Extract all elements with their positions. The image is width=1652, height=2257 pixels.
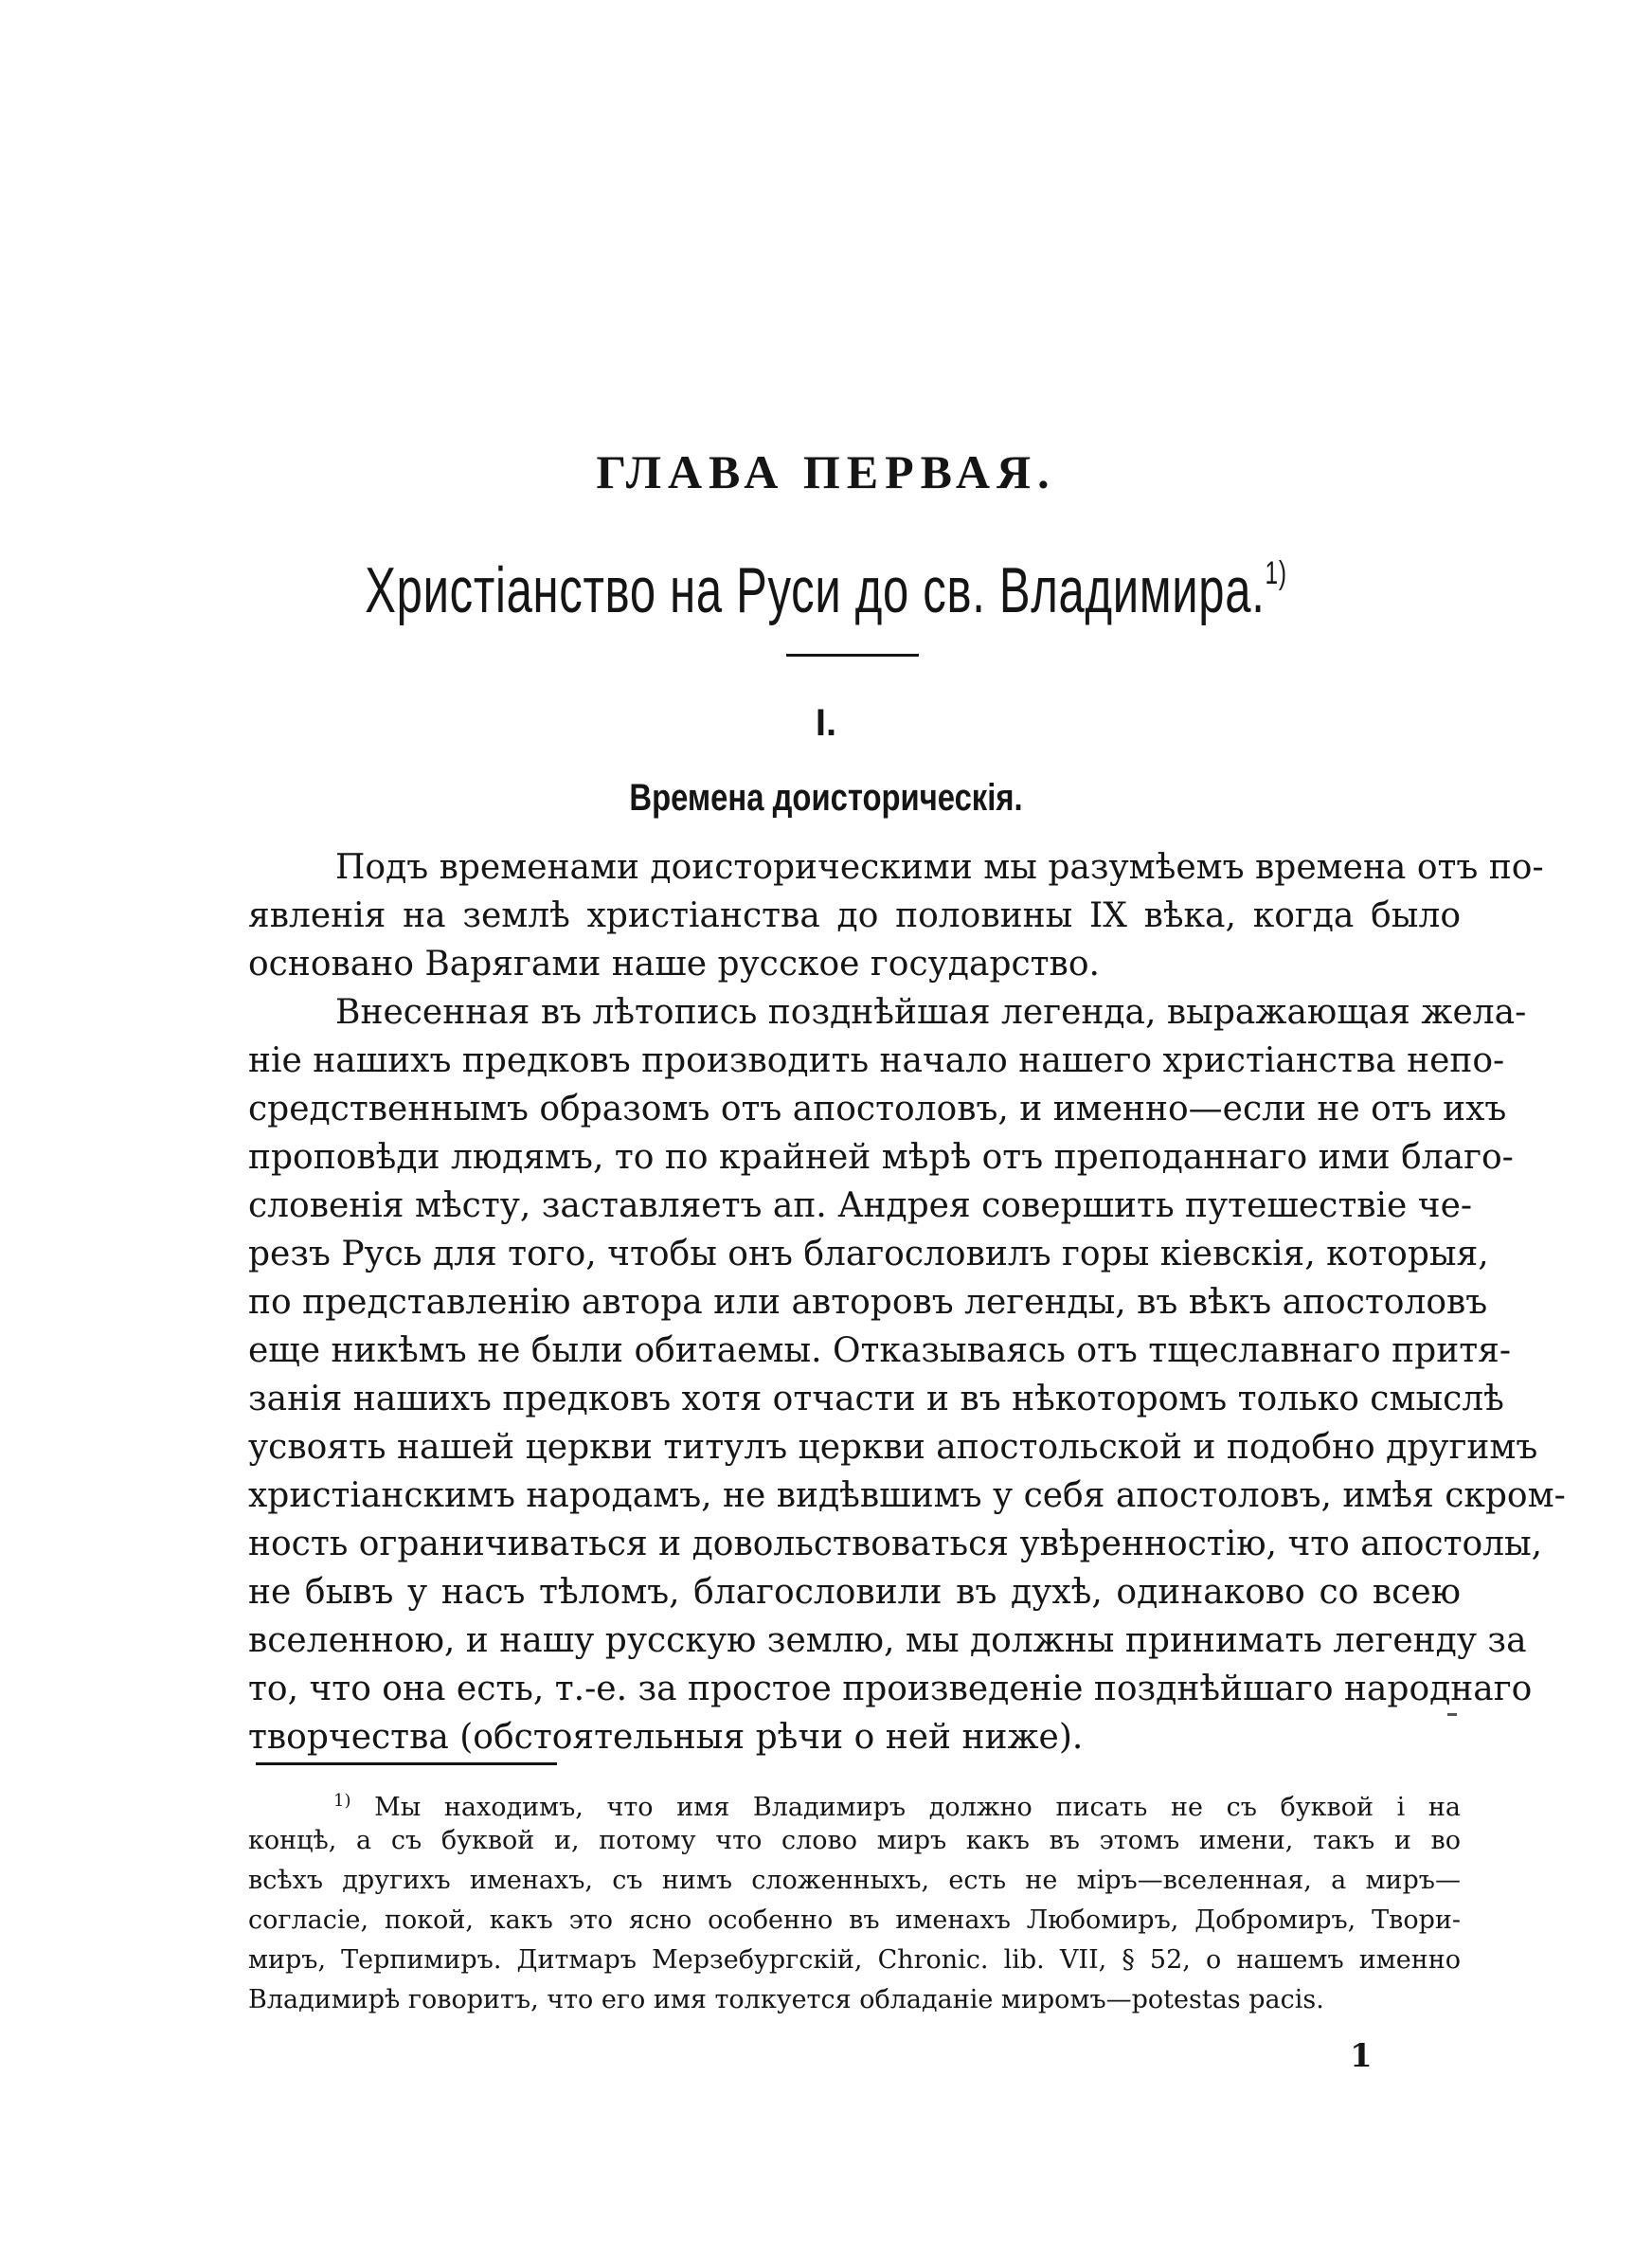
text-line: ность ограничиваться и довольствоваться увѣренностію, что апостолы, [248, 1525, 1543, 1563]
chapter-title [231, 535, 1421, 628]
chapter-heading: ГЛАВА ПЕРВАЯ. [596, 445, 1056, 498]
text-line: не бывъ у насъ тѣломъ, благословили въ духѣ, одинаково со всею [248, 1573, 1461, 1612]
footnote-line-text: Мы находимъ, что имя Владимиръ должно писать не съ буквой і на [374, 1793, 1461, 1822]
title-divider [786, 654, 919, 657]
text-line: средственнымъ образомъ отъ апостоловъ, и именно—если не отъ ихъ [248, 1090, 1507, 1128]
text-line: Внесенная въ лѣтопись позднѣйшая легенда, выражающая жела- [335, 993, 1527, 1032]
text-line: христіанскимъ народамъ, не видѣвшимъ у себя апостоловъ, имѣя скром- [248, 1476, 1566, 1515]
footnote-line: миръ, Терпимиръ. Дитмаръ Мерзебургскій, Chronic. lib. VII, § 52, о нашемъ именно [248, 1945, 1461, 1975]
footnote-line: согласіе, покой, какъ это ясно особенно въ именахъ Любомиръ, Добромиръ, Твори- [248, 1905, 1461, 1935]
chapter-title-text: Христіанство на Руси до св. Владимира. [365, 554, 1266, 626]
text-line: вселенною, и нашу русскую землю, мы должны принимать легенду за [248, 1621, 1527, 1660]
text-line: усвоять нашей церкви титулъ церкви апостольской и подобно другимъ [248, 1428, 1538, 1467]
footnote-line [248, 1781, 1461, 1821]
text-line: проповѣди людямъ, то по крайней мѣрѣ отъ преподаннаго ими благо- [248, 1138, 1514, 1177]
page-number: 1 [1350, 2037, 1373, 2075]
footnote-line: всѣхъ другихъ именахъ, съ нимъ сложенныхъ, есть не міръ—вселенная, а миръ— [248, 1866, 1461, 1895]
text-line: занія нашихъ предковъ хотя отчасти и въ нѣкоторомъ только смыслѣ [248, 1380, 1504, 1418]
body-text [248, 843, 1566, 1761]
footnote-divider [256, 1762, 557, 1765]
text-line: еще никѣмъ не были обитаемы. Отказываясь отъ тщеславнаго притя- [248, 1331, 1511, 1370]
section-title: Времена доисторическія. [629, 777, 1023, 819]
paragraph-2 [248, 988, 1566, 1761]
paragraph-1 [248, 843, 1544, 988]
footnote-line: концѣ, а съ буквой и, потому что слово миръ какъ въ этомъ имени, такъ и во [248, 1826, 1461, 1855]
text-line: то, что она есть, т.-е. за простое произведеніе позднѣйшаго народнаго [248, 1670, 1533, 1708]
footnote-line: Владимирѣ говоритъ, что его имя толкуется обладаніе миромъ—potestas pacis. [248, 1985, 1324, 2014]
footnote [248, 1781, 1461, 2020]
text-line: Подъ временами доисторическими мы разумѣемъ времена отъ по- [335, 848, 1544, 887]
text-line: по представленію автора или авторовъ легенды, въ вѣкъ апостоловъ [248, 1283, 1488, 1322]
footnote-marker: 1) [333, 1791, 351, 1811]
footnote-reference[interactable]: 1) [1265, 555, 1287, 591]
text-line: словенія мѣсту, заставляетъ ап. Андрея совершить путешествіе че- [248, 1186, 1473, 1225]
margin-mark [1447, 1713, 1457, 1716]
text-line: резъ Русь для того, чтобы онъ благословилъ горы кіевскія, которыя, [248, 1235, 1489, 1273]
text-line: ніе нашихъ предковъ производить начало нашего христіанства непо- [248, 1041, 1505, 1080]
text-line: основано Варягами наше русское государство. [248, 945, 1100, 984]
text-line: творчества (обстоятельныя рѣчи о ней ниже). [248, 1718, 1084, 1757]
text-line: явленія на землѣ христіанства до половины IX вѣка, когда было [248, 896, 1461, 935]
section-number: I. [815, 702, 837, 744]
